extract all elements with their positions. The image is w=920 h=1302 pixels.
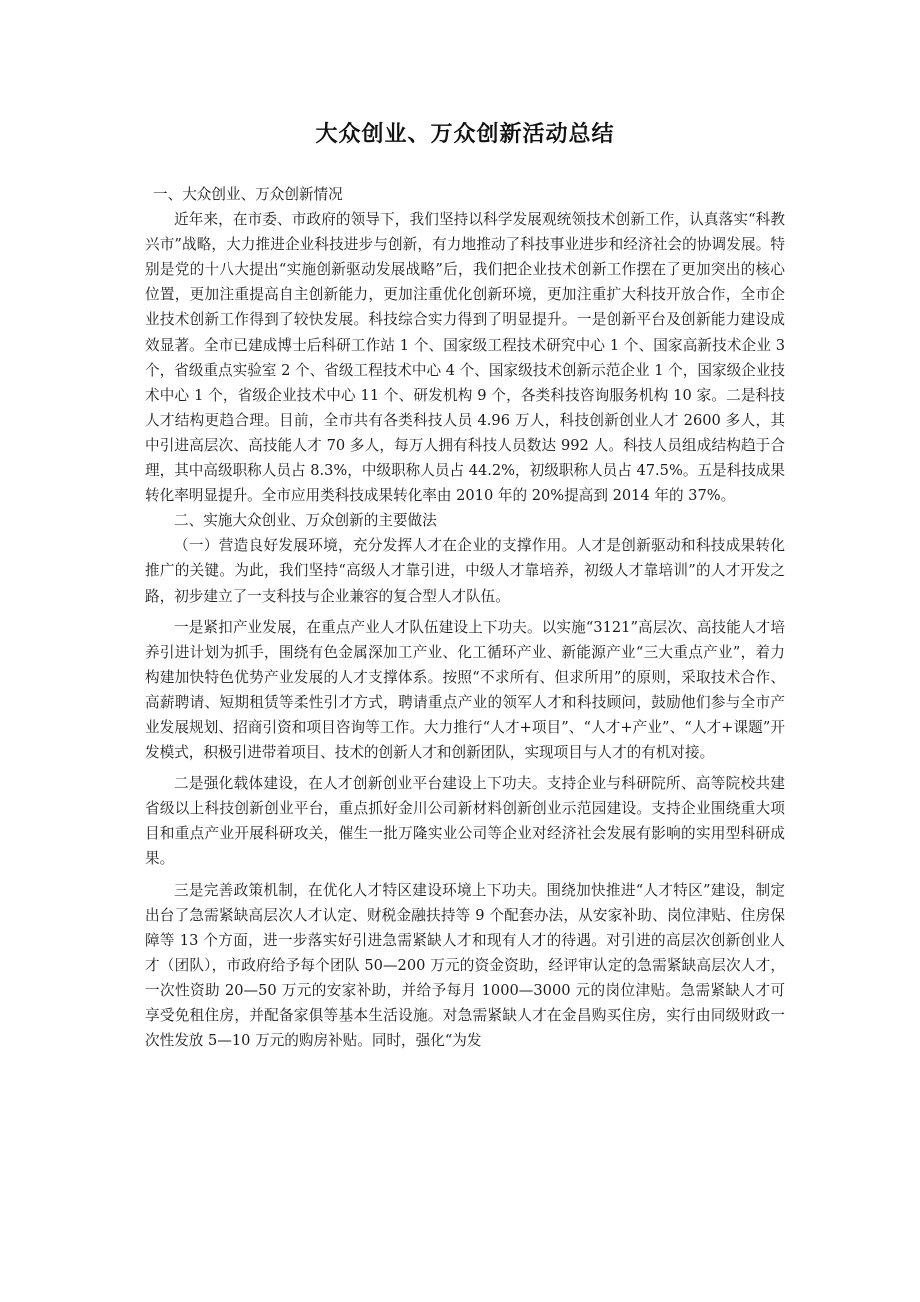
document-title: 大众创业、万众创新活动总结 bbox=[315, 122, 615, 147]
section-heading-2: 二、实施大众创业、万众创新的主要做法 bbox=[174, 512, 437, 530]
paragraph-overview: 近年来，在市委、市政府的领导下，我们坚持以科学发展观统领技术创新工作，认真落实“科教兴市”战略，大力推进企业科技进步与创新，有力地推动了科技事业进步和经济社会的协调发展。特别是党的十八大提出“实施创新驱动发展战略”后，我们把企业技术创新工作摆在了更加突出的核心位置，更加注重提高自主创新能力，更加注重优化创新环境，更加注重扩大科技开放合作，全市企业技术创新工作得到了较快发展。科技综合实力得到了明显提升。一是创新平台及创新能力建设成效显著。全市已建成博士后科研工作站 1 个、国家级工程技术研究中心 1 个、国家高新技术企业 3 个，省级重点实验室 2 个、省级工程技术中心 4 个、国家级技术创新示范企业 1 个，国家级企业技术中心 1 个，省级企业技术中心 11 个、研发机构 9 个，各类科技咨询服务机构 10 家。二是科技人才结构更趋合理。目前，全市共有各类科技人员 4.96 万人，科技创新创业人才 2600 多人，其中引进高层次、高技能人才 70 多人，每万人拥有科技人员数达 992 人。科技人员组成结构趋于合理，其中高级职称人员占 8.3%，中级职称人员占 44.2%，初级职称人员占 47.5%。五是科技成果转化率明显提升。全市应用类科技成果转化率由 2010 年的 20%提高到 2014 年的 37%。 bbox=[145, 211, 785, 505]
paragraph-point-3: 三是完善政策机制，在优化人才特区建设环境上下功夫。围绕加快推进“人才特区”建设，制定出台了急需紧缺高层次人才认定、财税金融扶持等 9 个配套办法，从安家补助、岗位津贴、住房保障等 13 个方面，进一步落实好引进急需紧缺人才和现有人才的待遇。对引进的高层次创新创业人才（团队），市政府给予每个团队 50—200 万元的资金资助，经评审认定的急需紧缺高层次人才，一次性资助 20—50 万元的安家补助，并给予每月 1000—3000 元的岗位津贴。急需紧缺人才可享受免租住房，并配备家俱等基本生活设施。对急需紧缺人才在金昌购买住房，实行由同级财政一次性发放 5—10 万元的购房补贴。同时，强化“为发 bbox=[145, 881, 785, 1050]
document-body bbox=[145, 118, 785, 1053]
paragraph-point-1: 一是紧扣产业发展，在重点产业人才队伍建设上下功夫。以实施“3121”高层次、高技能人才培养引进计划为抓手，围绕有色金属深加工产业、化工循环产业、新能源产业“三大重点产业”，着力构建加快特色优势产业发展的人才支撑体系。按照“不求所有、但求所用”的原则，采取技术合作、高薪聘请、短期租赁等柔性引才方式，聘请重点产业的领军人才和科技顾问，鼓励他们参与全市产业发展规划、招商引资和项目咨询等工作。大力推行“人才+项目”、“人才+产业”、“人才+课题”开发模式，积极引进带着项目、技术的创新人才和创新团队，实现项目与人才的有机对接。 bbox=[145, 618, 785, 762]
paragraph-subsection-1: （一）营造良好发展环境，充分发挥人才在企业的支撑作用。人才是创新驱动和科技成果转化推广的关键。为此，我们坚持“高级人才靠引进，中级人才靠培养，初级人才靠培训”的人才开发之路，初步建立了一支科技与企业兼容的复合型人才队伍。 bbox=[145, 537, 785, 605]
section-heading-1: 一、大众创业、万众创新情况 bbox=[153, 186, 343, 203]
paragraph-point-2: 二是强化载体建设，在人才创新创业平台建设上下功夫。支持企业与科研院所、高等院校共建省级以上科技创新创业平台，重点抓好金川公司新材料创新创业示范园建设。支持企业围绕重大项目和重点产业开展科研攻关，催生一批万隆实业公司等企业对经济社会发展有影响的实用型科研成果。 bbox=[145, 775, 785, 868]
